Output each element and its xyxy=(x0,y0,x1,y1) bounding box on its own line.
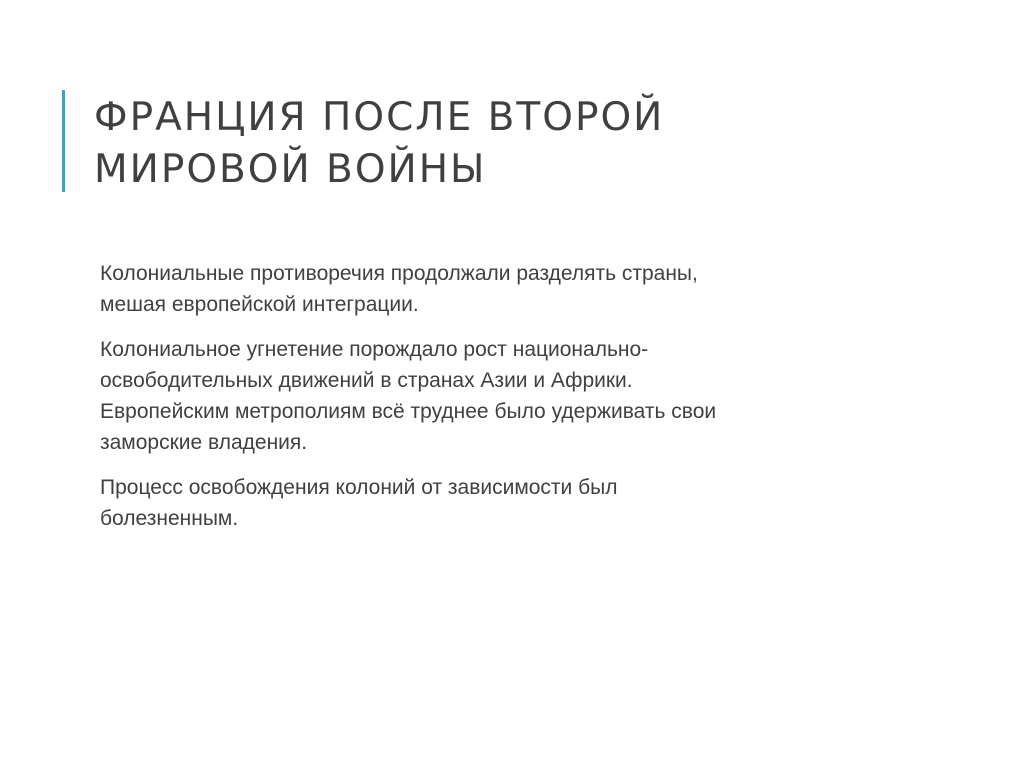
title-accent-bar xyxy=(62,90,65,192)
paragraph-line: Колониальные противоречия продолжали разделять страны, xyxy=(100,262,698,285)
slide-title xyxy=(94,92,954,196)
paragraph-line: Европейским метрополиям всё труднее было удерживать свои xyxy=(100,400,717,423)
paragraph-line: мешая европейской интеграции. xyxy=(100,293,419,316)
paragraph-line: болезненным. xyxy=(100,507,239,530)
paragraph-decolonization xyxy=(100,472,920,534)
paragraph-line: Процесс освобождения колоний от зависимости был xyxy=(100,476,618,499)
paragraph-line: освободительных движений в странах Азии и Африки. xyxy=(100,369,633,392)
title-line: МИРОВОЙ ВОЙНЫ xyxy=(94,147,487,192)
paragraph-line: заморские владения. xyxy=(100,431,308,454)
paragraph-colonial-oppression xyxy=(100,334,920,458)
slide-body xyxy=(100,258,920,548)
title-line: ФРАНЦИЯ ПОСЛЕ ВТОРОЙ xyxy=(94,95,665,140)
paragraph-line: Колониальное угнетение порождало рост национально- xyxy=(100,338,649,361)
paragraph-colonial-contradictions xyxy=(100,258,920,320)
